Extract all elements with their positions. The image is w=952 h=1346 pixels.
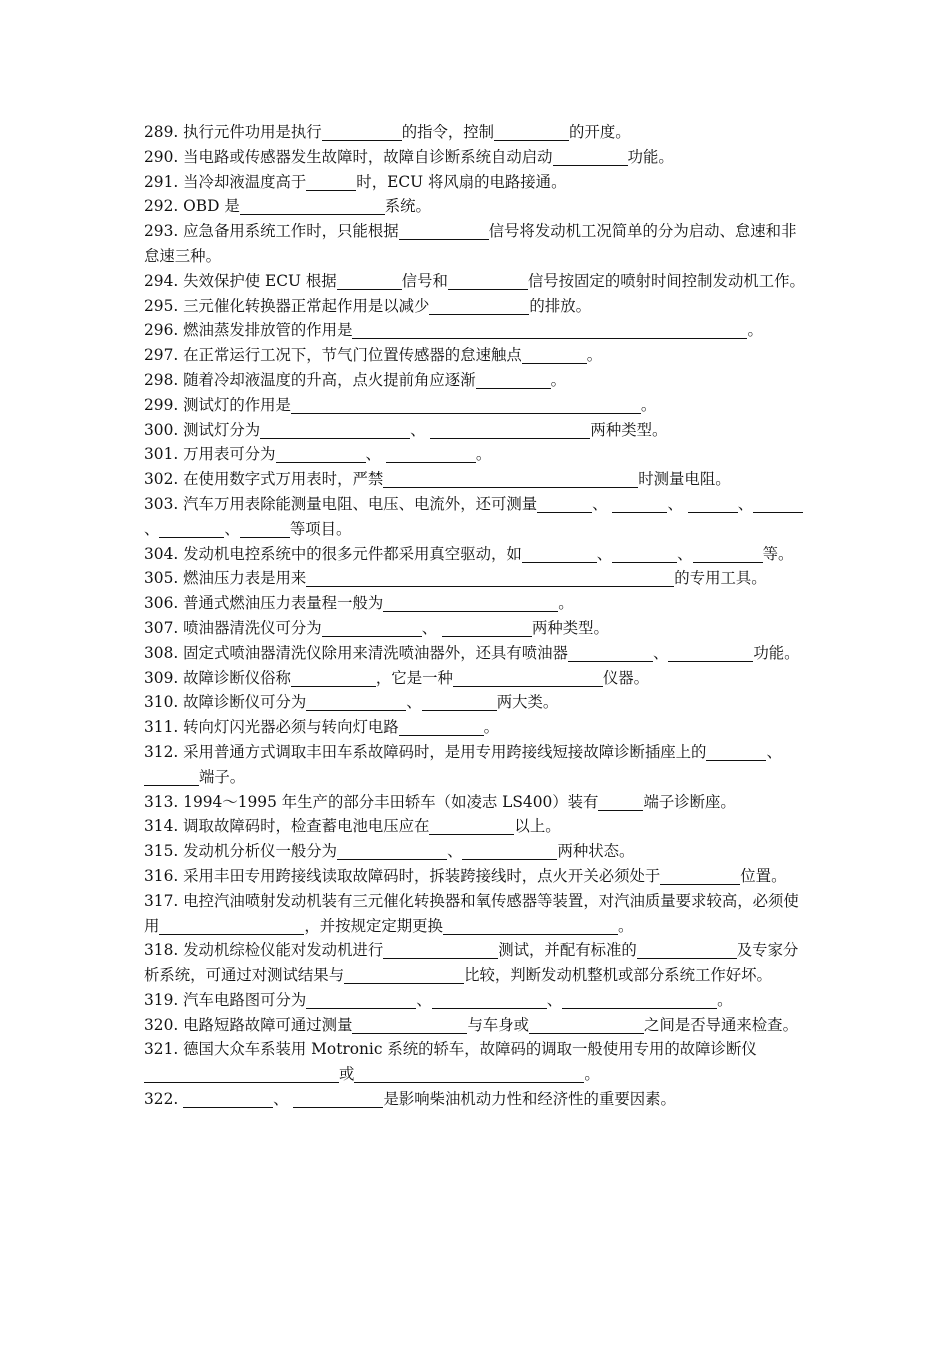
answer-blank[interactable]: [337, 842, 447, 860]
question-text: 功能。: [753, 643, 800, 662]
question-text: 320. 电路短路故障可通过测量: [144, 1015, 353, 1034]
answer-blank[interactable]: [159, 520, 224, 538]
question-text: 两种类型。: [590, 420, 668, 439]
question-307: [144, 616, 809, 641]
question-text: 。: [550, 370, 566, 389]
question-text: 两种状态。: [557, 842, 635, 861]
answer-blank[interactable]: [399, 222, 489, 240]
question-text: 303. 汽车万用表除能测量电阻、电压、电流外，还可测量: [144, 494, 538, 513]
answer-blank[interactable]: [476, 371, 551, 389]
answer-blank[interactable]: [637, 941, 737, 959]
answer-blank[interactable]: [612, 545, 677, 563]
question-text: 功能。: [627, 147, 674, 166]
answer-blank[interactable]: [291, 669, 376, 687]
question-text: 304. 发动机电控系统中的很多元件都采用真空驱动，如: [144, 544, 522, 563]
answer-blank[interactable]: [432, 991, 547, 1009]
answer-blank[interactable]: [568, 644, 653, 662]
question-text: 。: [717, 990, 733, 1009]
question-text: 等。: [762, 544, 794, 563]
question-317: [144, 889, 809, 939]
answer-blank[interactable]: [537, 495, 592, 513]
answer-blank[interactable]: [183, 1090, 273, 1108]
question-text: 310. 故障诊断仪可分为: [144, 693, 307, 712]
question-text: 之间是否导通来检查。: [644, 1015, 798, 1034]
answer-blank[interactable]: [753, 495, 803, 513]
question-text: 316. 采用丰田专用跨接线读取故障码时，拆装跨接线时，点火开关必须处于: [144, 866, 661, 885]
question-text: 时测量电阻。: [638, 470, 731, 489]
question-text: 、: [737, 494, 754, 513]
answer-blank[interactable]: [453, 669, 603, 687]
question-303: [144, 492, 809, 542]
question-321: [144, 1037, 809, 1087]
question-text: 322.: [144, 1090, 184, 1109]
question-322: [144, 1087, 809, 1112]
answer-blank[interactable]: [668, 644, 753, 662]
answer-blank[interactable]: [276, 445, 366, 463]
question-289: [144, 120, 809, 145]
question-296: [144, 318, 809, 343]
question-295: [144, 294, 809, 319]
question-text: 、: [144, 519, 160, 538]
question-text: 、: [416, 990, 432, 1009]
answer-blank[interactable]: [494, 123, 569, 141]
question-text: 309. 故障诊断仪俗称: [144, 668, 291, 687]
answer-blank[interactable]: [144, 1065, 339, 1083]
question-text: 的开度。: [569, 123, 631, 141]
question-text: 、: [406, 693, 422, 712]
question-text: 289. 执行元件功用是执行: [144, 123, 322, 141]
question-text: 或: [339, 1065, 355, 1084]
question-text: 位置。: [740, 866, 787, 885]
question-text: 。: [483, 718, 500, 737]
answer-blank[interactable]: [693, 545, 763, 563]
question-list: [144, 120, 809, 1112]
question-text: 300. 测试灯分为: [144, 420, 261, 439]
question-text: 。: [586, 346, 603, 365]
question-text: 等项目。: [289, 519, 352, 538]
question-text: 、: [652, 643, 669, 662]
question-text: 、: [592, 494, 613, 513]
question-text: 318. 发动机综检仪能对发动机进行: [144, 941, 384, 960]
question-text: 。: [617, 916, 634, 935]
question-text: 294. 失效保护使 ECU 根据: [144, 271, 337, 290]
question-302: [144, 467, 809, 492]
answer-blank[interactable]: [598, 793, 643, 811]
answer-blank[interactable]: [522, 545, 597, 563]
question-text: 与车身或: [467, 1015, 530, 1034]
question-298: [144, 368, 809, 393]
question-text: 311. 转向灯闪光器必须与转向灯电路: [144, 718, 399, 737]
question-text: 信号将发动机工况简单的分为启动、怠速和非怠速三种。: [144, 222, 797, 265]
question-290: [144, 145, 809, 170]
question-text: 296. 燃油蒸发排放管的作用是: [144, 321, 353, 340]
answer-blank[interactable]: [422, 693, 497, 711]
question-text: 、: [677, 544, 693, 563]
question-text: ，并按规定定期更换: [304, 916, 443, 935]
question-text: 仪器。: [602, 668, 650, 687]
answer-blank[interactable]: [306, 569, 674, 587]
answer-blank[interactable]: [429, 297, 529, 315]
question-292: [144, 194, 809, 219]
answer-blank[interactable]: [462, 842, 557, 860]
question-308: [144, 641, 809, 666]
question-text: 。: [640, 395, 657, 414]
question-309: [144, 666, 809, 691]
answer-blank[interactable]: [344, 966, 464, 984]
question-text: 的排放。: [529, 296, 591, 315]
question-text: 307. 喷油器清洗仪可分为: [144, 618, 322, 637]
answer-blank[interactable]: [322, 123, 402, 141]
question-312: [144, 740, 809, 790]
question-text: 、: [365, 445, 386, 464]
answer-blank[interactable]: [442, 619, 532, 637]
question-text: 、: [273, 1090, 294, 1109]
question-text: 291. 当冷却液温度高于: [144, 172, 307, 191]
answer-blank[interactable]: [159, 917, 304, 935]
question-305: [144, 566, 809, 591]
answer-blank[interactable]: [522, 346, 587, 364]
answer-blank[interactable]: [443, 917, 618, 935]
question-text: 306. 普通式燃油压力表量程一般为: [144, 594, 384, 613]
question-text: 312. 采用普通方式调取丰田车系故障码时，是用专用跨接线短接故障诊断插座上的: [144, 742, 707, 761]
question-text: 。: [584, 1065, 600, 1084]
question-text: 315. 发动机分析仪一般分为: [144, 842, 338, 861]
answer-blank[interactable]: [306, 991, 416, 1009]
question-text: 比较，判断发动机整机或部分系统工作好坏。: [464, 966, 772, 985]
question-291: [144, 170, 809, 195]
question-text: 292. OBD 是: [144, 197, 240, 216]
question-text: 及专家分析系统，可通过对测试结果与: [144, 941, 799, 985]
question-text: 308. 固定式喷油器清洗仪除用来清洗喷油器外，还具有喷油器: [144, 643, 568, 662]
question-294: [144, 269, 809, 294]
question-text: 两种类型。: [531, 618, 609, 637]
question-311: [144, 715, 809, 740]
question-text: 、: [410, 420, 431, 439]
answer-blank[interactable]: [553, 148, 628, 166]
question-text: 的指令，控制: [401, 123, 495, 141]
answer-blank[interactable]: [352, 321, 747, 339]
question-318: [144, 938, 809, 988]
question-text: 319. 汽车电路图可分为: [144, 990, 307, 1009]
question-306: [144, 591, 809, 616]
answer-blank[interactable]: [612, 495, 667, 513]
question-293: [144, 219, 809, 269]
question-text: 、: [224, 519, 240, 538]
question-text: 时，ECU 将风扇的电路接通。: [356, 172, 567, 191]
question-304: [144, 542, 809, 567]
answer-blank[interactable]: [352, 1016, 467, 1034]
question-text: 以上。: [514, 817, 561, 836]
answer-blank[interactable]: [383, 941, 498, 959]
question-text: 305. 燃油压力表是用来: [144, 569, 307, 588]
answer-blank[interactable]: [337, 272, 402, 290]
question-297: [144, 343, 809, 368]
answer-blank[interactable]: [660, 867, 740, 885]
answer-blank[interactable]: [383, 594, 558, 612]
answer-blank[interactable]: [430, 421, 590, 439]
answer-blank[interactable]: [306, 693, 406, 711]
answer-blank[interactable]: [240, 520, 290, 538]
question-text: 、: [667, 494, 688, 513]
question-text: 299. 测试灯的作用是: [144, 395, 291, 414]
question-text: 297. 在正常运行工况下，节气门位置传感器的怠速触点: [144, 346, 522, 365]
answer-blank[interactable]: [306, 173, 356, 191]
question-text: 295. 三元催化转换器正常起作用是以减少: [144, 296, 430, 315]
question-text: 两大类。: [496, 693, 559, 712]
answer-blank[interactable]: [322, 619, 422, 637]
question-299: [144, 393, 809, 418]
answer-blank[interactable]: [529, 1016, 644, 1034]
question-text: ，它是一种: [375, 668, 453, 687]
question-text: 301. 万用表可分为: [144, 445, 276, 464]
question-text: 293. 应急备用系统工作时，只能根据: [144, 222, 399, 241]
question-text: 290. 当电路或传感器发生故障时，故障自诊断系统自动启动: [144, 147, 553, 166]
answer-blank[interactable]: [354, 1065, 584, 1083]
question-316: [144, 864, 809, 889]
question-text: 、: [596, 544, 613, 563]
question-text: 信号按固定的喷射时间控制发动机工作。: [527, 271, 805, 290]
question-text: 、: [447, 842, 463, 861]
question-301: [144, 442, 809, 467]
question-313: [144, 790, 809, 815]
question-text: 、: [421, 618, 442, 637]
question-320: [144, 1013, 809, 1038]
question-text: 。: [558, 594, 574, 613]
question-314: [144, 814, 809, 839]
answer-blank[interactable]: [429, 817, 514, 835]
answer-blank[interactable]: [688, 495, 738, 513]
question-319: [144, 988, 809, 1013]
answer-blank[interactable]: [399, 718, 484, 736]
question-text: 测试，并配有标准的: [498, 941, 637, 960]
answer-blank[interactable]: [386, 445, 476, 463]
question-text: 信号和: [401, 271, 448, 290]
answer-blank[interactable]: [293, 1090, 383, 1108]
question-315: [144, 839, 809, 864]
answer-blank[interactable]: [448, 272, 528, 290]
answer-blank[interactable]: [291, 396, 641, 414]
question-text: 、: [766, 742, 782, 761]
answer-blank[interactable]: [706, 743, 766, 761]
question-text: 314. 调取故障码时，检查蓄电池电压应在: [144, 817, 430, 836]
question-text: 端子诊断座。: [643, 792, 736, 811]
question-text: 298. 随着冷却液温度的升高，点火提前角应逐渐: [144, 370, 476, 389]
question-text: 是影响柴油机动力性和经济性的重要因素。: [383, 1090, 676, 1109]
question-text: 。: [747, 321, 763, 340]
answer-blank[interactable]: [260, 421, 410, 439]
answer-blank[interactable]: [240, 197, 385, 215]
question-text: 317. 电控汽油喷射发动机装有三元催化转换器和氧传感器等装置，对汽油质量要求较高，必须使用: [144, 891, 799, 935]
question-text: 313. 1994～1995 年生产的部分丰田轿车（如凌志 LS400）装有: [144, 792, 599, 811]
answer-blank[interactable]: [383, 470, 638, 488]
answer-blank[interactable]: [144, 768, 199, 786]
question-300: [144, 418, 809, 443]
question-text: 302. 在使用数字式万用表时，严禁: [144, 470, 384, 489]
question-text: 、: [546, 990, 563, 1009]
answer-blank[interactable]: [562, 991, 717, 1009]
question-text: 。: [475, 445, 492, 464]
question-text: 的专用工具。: [674, 569, 767, 588]
question-text: 端子。: [199, 767, 246, 786]
question-text: 系统。: [384, 197, 431, 216]
question-text: 321. 德国大众车系装用 Motronic 系统的轿车，故障码的调取一般使用专用的故障诊断仪: [144, 1040, 757, 1059]
question-310: [144, 690, 809, 715]
